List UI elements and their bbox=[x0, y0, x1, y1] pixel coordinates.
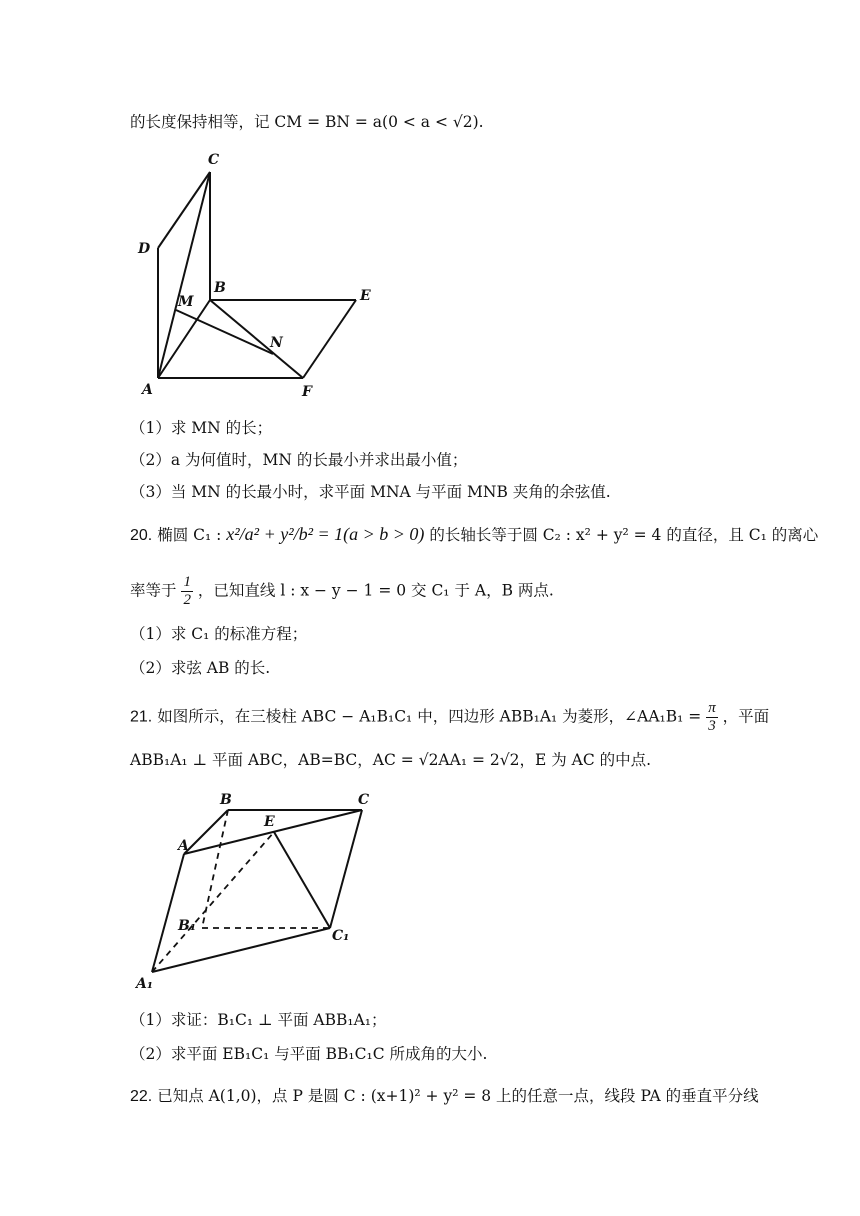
q21-line1-b: ，平面 bbox=[722, 707, 770, 726]
q21-part-1: （1）求证：B₁C₁ ⊥ 平面 ABB₁A₁； bbox=[130, 1011, 387, 1029]
label-E: E bbox=[360, 288, 371, 304]
q20-line2-b: ，已知直线 l : x − y − 1 = 0 交 C₁ 于 A，B 两点. bbox=[197, 581, 554, 600]
q20-part-2: （2）求弦 AB 的长. bbox=[130, 659, 271, 677]
q19-part-2: （2）a 为何值时，MN 的长最小并求出最小值； bbox=[130, 451, 468, 469]
q19-figure bbox=[130, 150, 390, 405]
label-A1: A₁ bbox=[136, 976, 153, 992]
q21-part-2: （2）求平面 EB₁C₁ 与平面 BB₁C₁C 所成角的大小. bbox=[130, 1045, 488, 1063]
q19-part-3: （3）当 MN 的长最小时，求平面 MNA 与平面 MNB 夹角的余弦值. bbox=[130, 483, 611, 501]
q20-ellipse-eq: x²/a² + y²/b² = 1(a > b > 0) bbox=[226, 524, 425, 544]
q20-line2-a: 率等于 bbox=[130, 581, 177, 600]
q22-text: 已知点 A(1,0)，点 P 是圆 C : (x+1)² + y² = 8 上的任意一点，线段 PA 的垂直平分线 bbox=[157, 1087, 759, 1105]
q20-line1-a: 椭圆 C₁ : bbox=[157, 526, 222, 544]
q19-intro: 的长度保持相等，记 CM = BN = a(0 < a < √2). bbox=[130, 113, 484, 131]
label-B: B bbox=[220, 792, 232, 808]
label-A: A bbox=[142, 382, 153, 398]
label-C: C bbox=[208, 152, 220, 168]
label-B: B bbox=[214, 280, 226, 296]
q20-line-2 bbox=[130, 574, 554, 609]
q21-line-2: ABB₁A₁ ⊥ 平面 ABC，AB=BC，AC = √2AA₁ = 2√2，E 为 AC 的中点. bbox=[130, 751, 652, 769]
label-C: C bbox=[358, 792, 370, 808]
q21-fraction: $\frac{\pi}{3}$ bbox=[708, 700, 716, 734]
q19-part-1: （1）求 MN 的长； bbox=[130, 419, 273, 437]
q21-line1-a: 如图所示，在三棱柱 ABC − A₁B₁C₁ 中，四边形 ABB₁A₁ 为菱形，∠AA₁B₁ = bbox=[157, 707, 702, 726]
q21-figure bbox=[130, 788, 380, 998]
label-N: N bbox=[270, 335, 283, 351]
label-M: M bbox=[178, 294, 194, 310]
q22-line-1 bbox=[130, 1084, 759, 1109]
label-E: E bbox=[264, 814, 275, 830]
label-F: F bbox=[302, 384, 312, 400]
label-D: D bbox=[138, 241, 151, 257]
q20-line-1 bbox=[130, 522, 818, 548]
q20-line1-b: 的长轴长等于圆 C₂ : x² + y² = 4 的直径，且 C₁ 的离心 bbox=[429, 526, 819, 544]
label-B1: B₁ bbox=[178, 918, 196, 934]
label-A: A bbox=[178, 838, 189, 854]
q22-number: 22. bbox=[130, 1088, 153, 1105]
q20-part-1: （1）求 C₁ 的标准方程； bbox=[130, 625, 308, 643]
q20-fraction: $\frac{1}{2}$ bbox=[183, 574, 191, 608]
label-C1: C₁ bbox=[332, 928, 350, 944]
q21-number: 21. bbox=[130, 708, 153, 726]
q20-number: 20. bbox=[130, 527, 153, 544]
q21-line-1 bbox=[130, 700, 769, 735]
